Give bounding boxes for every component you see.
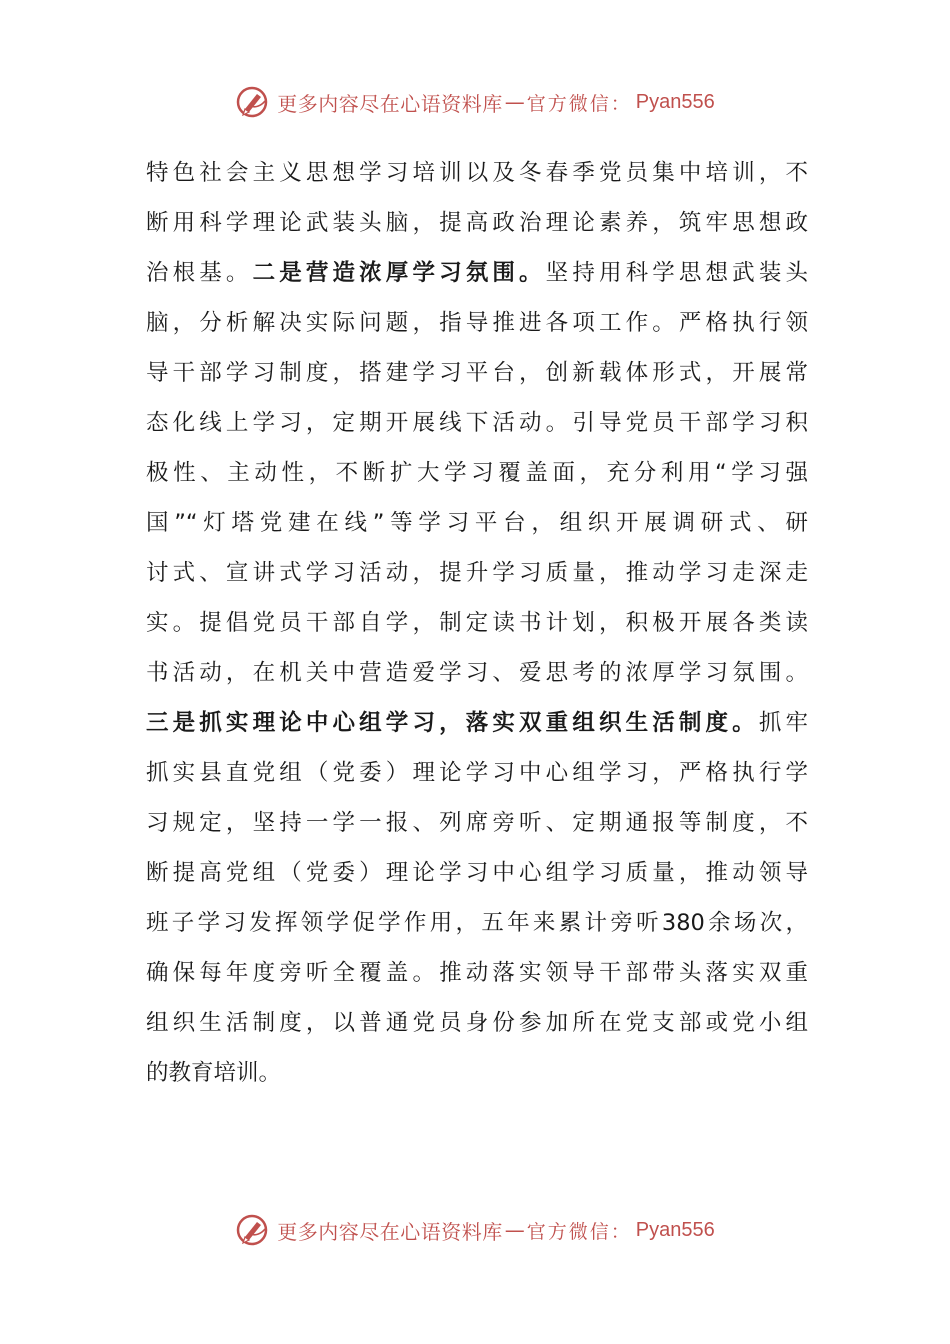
banner-label: 官方微信：: [526, 92, 632, 115]
body-text-run: 的教育培训。: [146, 1060, 282, 1086]
body-text-run: 断用科学理论武装头脑，提高政治理论素养，筑牢思想政: [146, 210, 808, 236]
body-text-run: 极性、主动性，不断扩大学习覆盖面，充分利用“学习强: [146, 460, 808, 486]
text-line: [146, 148, 808, 198]
bold-heading-text: 二是营造浓厚学习氛围。: [252, 260, 546, 286]
text-line: [146, 548, 808, 598]
banner-wechat-id: Pyan556: [635, 90, 715, 113]
body-text-run: 特色社会主义思想学习培训以及冬春季党员集中培训，不: [146, 160, 808, 186]
banner-label: 官方微信：: [526, 1220, 632, 1243]
text-line: [146, 648, 808, 698]
banner-site-name: 更多内容尽在心语资料库: [277, 1219, 503, 1244]
text-line: [146, 798, 808, 848]
text-line: [146, 498, 808, 548]
text-line: [146, 598, 808, 648]
text-line: [146, 398, 808, 448]
bold-heading-text: 三是抓实理论中心组学习，落实双重组织生活制度。: [146, 710, 759, 736]
text-line: [146, 1048, 808, 1098]
text-line: [146, 848, 808, 898]
body-text-run: 国”“灯塔党建在线”等学习平台，组织开展调研式、研: [146, 510, 808, 536]
body-text-run: 脑，分析解决实际问题，指导推进各项工作。严格执行领: [146, 310, 808, 336]
body-text-run: 讨式、宣讲式学习活动，提升学习质量，推动学习走深走: [146, 560, 808, 586]
body-text-run: 班子学习发挥领学促学作用，五年来累计旁听380余场次，: [146, 910, 808, 936]
text-line: [146, 248, 808, 298]
body-text-run: 抓实县直党组（党委）理论学习中心组学习，严格执行学: [146, 760, 808, 786]
text-line: [146, 898, 808, 948]
header-banner: [0, 82, 950, 122]
body-text-run: 治根基。: [146, 260, 253, 286]
text-line: [146, 198, 808, 248]
body-text-run: 确保每年度旁听全覆盖。推动落实领导干部带头落实双重: [146, 960, 808, 986]
banner-site-name: 更多内容尽在心语资料库: [277, 91, 503, 116]
body-text-run: 断提高党组（党委）理论学习中心组学习质量，推动领导: [146, 860, 808, 886]
text-line: [146, 748, 808, 798]
text-line: [146, 348, 808, 398]
text-line: [146, 998, 808, 1048]
body-text-run: 态化线上学习，定期开展线下活动。引导党员干部学习积: [146, 410, 808, 436]
document-body: [146, 148, 808, 1098]
banner-dash: —: [504, 1218, 525, 1242]
body-text-run: 导干部学习制度，搭建学习平台，创新载体形式，开展常: [146, 360, 808, 386]
body-text-run: 习规定，坚持一学一报、列席旁听、定期通报等制度，不: [146, 810, 808, 836]
text-line: [146, 448, 808, 498]
banner-wechat-id: Pyan556: [635, 1218, 715, 1241]
pen-logo-icon: [235, 84, 271, 120]
text-line: [146, 948, 808, 998]
footer-banner: [0, 1210, 950, 1250]
body-text-run: 实。提倡党员干部自学，制定读书计划，积极开展各类读: [146, 610, 808, 636]
body-text-run: 坚持用科学思想武装头: [545, 260, 808, 286]
banner-dash: —: [504, 90, 525, 114]
body-text-run: 抓牢: [758, 710, 808, 736]
text-line: [146, 298, 808, 348]
body-text-run: 组织生活制度，以普通党员身份参加所在党支部或党小组: [146, 1010, 808, 1036]
body-text-run: 书活动，在机关中营造爱学习、爱思考的浓厚学习氛围。: [146, 660, 808, 686]
pen-logo-icon: [235, 1212, 271, 1248]
text-line: [146, 698, 808, 748]
